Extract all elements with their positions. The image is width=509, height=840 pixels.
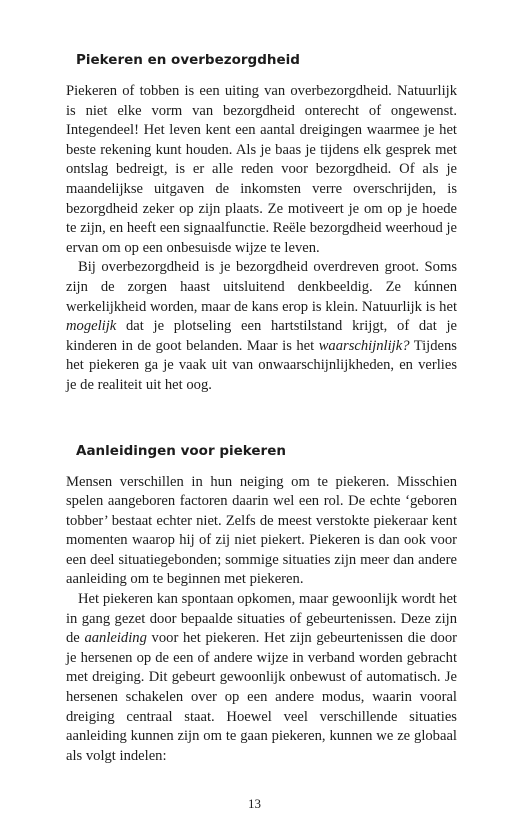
paragraph-text: Het piekeren kan spontaan opkomen, maar gewoonlijk wordt het in gang gezet door bepaalde situaties of gebeurtenissen. Deze zijn de	[66, 591, 457, 647]
paragraph-text: Mensen verschillen in hun neiging om te piekeren. Misschien spelen aangeboren factoren daarin wel een rol. De echte ‘geboren tobber’ bestaat echter niet. Zelfs de meest verstokte piekeraar kent momenten waarop hij of zij niet piekert. Piekeren is dan ook voor een deel situatiegebonden; sommige situaties zijn meer dan andere aanleiding om te beginnen met piekeren.	[66, 473, 457, 588]
italic-term-aanleiding: aanleiding	[84, 630, 147, 647]
paragraph-text: Piekeren of tobben is een uiting van overbezorgdheid. Natuurlijk is niet elke vorm van bezorgdheid onterecht of ongewenst. Integendeel! Het leven kent een aantal dreigingen waarmee je het beste rekening kunt houden. Als je baas je tijdens elk gesprek met ontslag bedreigt, is er alle reden voor bezorgdheid. Of als je maandelijkse uitgaven de inkomsten verre overschrijden, is bezorgdheid zeker op zijn plaats. Ze motiveert je om op je hoede te zijn, en heeft een signaalfunctie. Reële bezorgdheid weerhoud je ervan om op een onbesuisde wijze te leven.	[66, 83, 457, 256]
paragraph-text: voor het piekeren. Het zijn gebeurtenissen die door je hersenen op de een of andere wijze in verband worden gebracht met dreiging. Dit gebeurt gewoonlijk onbewust of automatisch. Je hersenen schakelen over op een andere modus, waarin vooral dreiging centraal staat. Hoewel veel verschillende situaties aanleiding kunnen zijn om te gaan piekeren, kunnen we ze globaal als volgt indelen:	[66, 630, 457, 764]
paragraph-1	[66, 82, 457, 258]
section-heading-aanleidingen-voor-piekeren: Aanleidingen voor piekeren	[76, 442, 286, 459]
italic-term-waarschijnlijk: waarschijnlijk?	[318, 337, 410, 354]
paragraph-4	[66, 590, 457, 766]
section-heading-piekeren-en-overbezorgdheid: Piekeren en overbezorgdheid	[76, 52, 300, 68]
page-number: 13	[248, 796, 261, 811]
paragraph-text: dat je plotseling een hartstilstand krijgt, of dat je kinderen in de goot belanden. Maar is het	[66, 318, 457, 354]
paragraph-text: Tijdens het piekeren ga je vaak uit van onwaarschijnlijkheden, en verlies je de realiteit uit het oog.	[66, 337, 457, 393]
italic-term-mogelijk: mogelijk	[66, 318, 117, 335]
paragraph-3	[66, 473, 457, 591]
book-page	[66, 48, 457, 766]
paragraph-2	[66, 258, 457, 395]
paragraph-text: Bij overbezorgdheid is je bezorgdheid overdreven groot. Soms zijn de zorgen haast uitsluitend denkbeeldig. Ze kúnnen werkelijkheid worden, maar de kans erop is klein. Natuurlijk is het	[66, 259, 457, 315]
